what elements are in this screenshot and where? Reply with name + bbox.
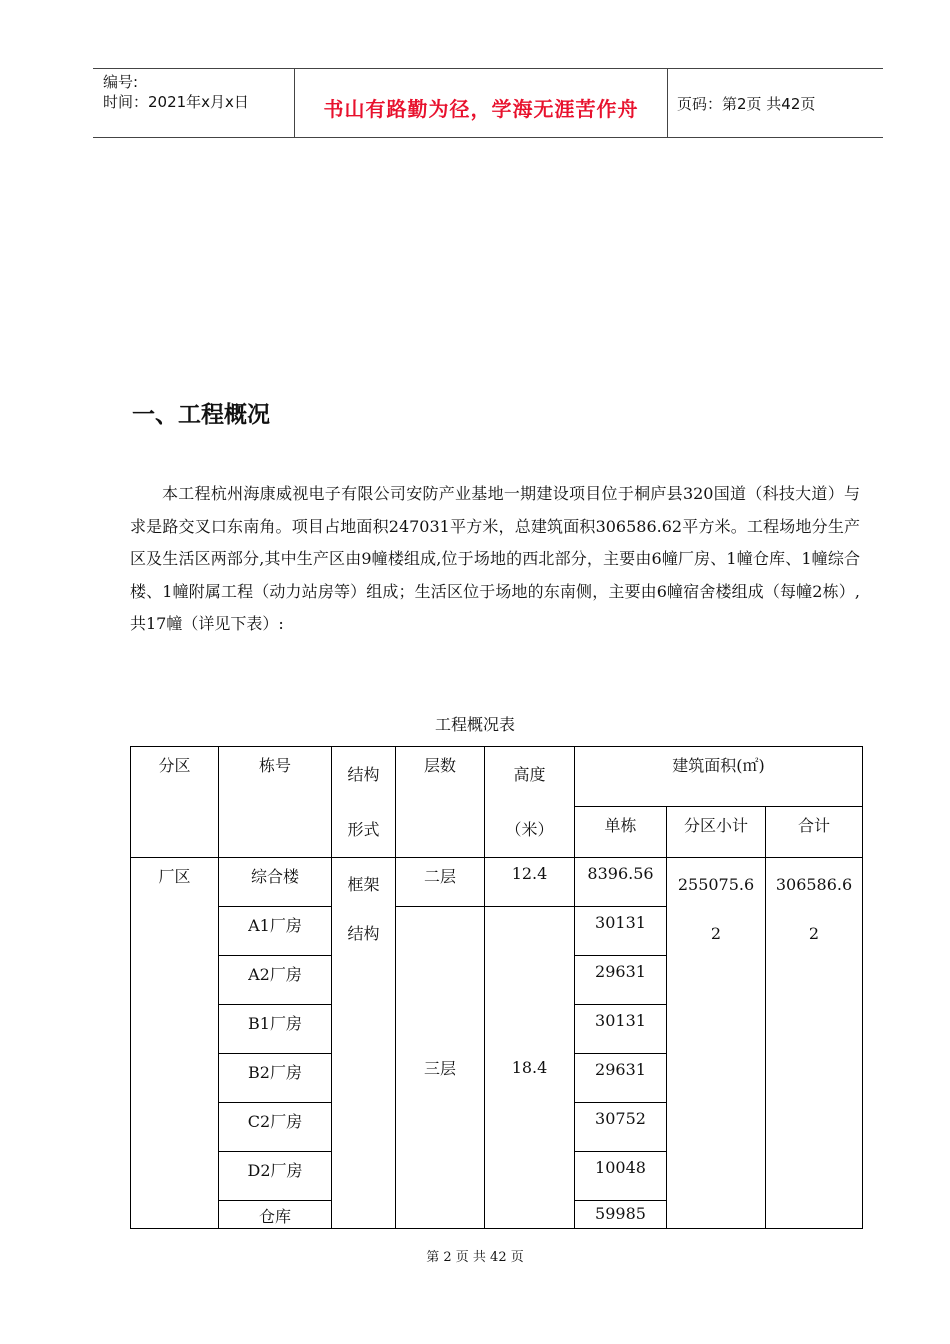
header-height-line2: （米） (505, 820, 554, 839)
header-structure-line1: 结构 (347, 765, 380, 784)
building-cell: 仓库 (219, 1201, 332, 1229)
area-cell: 10048 (575, 1152, 667, 1201)
page-footer: 第 2 页 共 42 页 (426, 1250, 524, 1265)
area-cell: 29631 (575, 1054, 667, 1103)
area-cell: 8396.56 (575, 858, 667, 907)
total-cell (766, 858, 863, 1229)
floors-cell: 二层 (396, 858, 485, 907)
serial-number-label: 编号: (103, 73, 139, 91)
height-cell: 12.4 (485, 858, 575, 907)
header-height (485, 747, 575, 858)
floors-cell: 三层 (396, 907, 485, 1229)
structure-line2: 结构 (347, 924, 380, 943)
header-motto-cell (294, 69, 668, 137)
header-building: 栋号 (219, 747, 332, 858)
building-cell: D2厂房 (219, 1152, 332, 1201)
total-line2: 2 (808, 924, 820, 943)
header-area: 建筑面积(㎡) (575, 747, 863, 807)
header-zone: 分区 (131, 747, 219, 858)
page-number-label: 页码：第2页 共42页 (677, 95, 816, 113)
building-cell: B1厂房 (219, 1005, 332, 1054)
total-line1: 306586.6 (775, 875, 853, 894)
time-label: 时间：2021年x月x日 (103, 93, 249, 111)
header-meta-cell (93, 69, 294, 137)
project-overview-table (130, 746, 863, 1229)
document-header (93, 68, 883, 138)
table-row (131, 858, 863, 907)
motto-text: 书山有路勤为径，学海无涯苦作舟 (323, 97, 639, 121)
height-cell: 18.4 (485, 907, 575, 1229)
subtotal-line2: 2 (710, 924, 722, 943)
header-total: 合计 (766, 806, 863, 857)
header-floors: 层数 (396, 747, 485, 858)
area-cell: 59985 (575, 1201, 667, 1229)
building-cell: 综合楼 (219, 858, 332, 907)
header-subtotal: 分区小计 (667, 806, 766, 857)
area-cell: 30131 (575, 907, 667, 956)
area-cell: 30752 (575, 1103, 667, 1152)
table-header-row (131, 747, 863, 807)
building-cell: A2厂房 (219, 956, 332, 1005)
header-page-cell (667, 69, 883, 137)
header-structure (332, 747, 396, 858)
building-cell: A1厂房 (219, 907, 332, 956)
building-cell: C2厂房 (219, 1103, 332, 1152)
subtotal-cell (667, 858, 766, 1229)
structure-line1: 框架 (347, 875, 380, 894)
zone-cell: 厂区 (131, 858, 219, 1229)
building-cell: B2厂房 (219, 1054, 332, 1103)
header-single: 单栋 (575, 806, 667, 857)
area-cell: 30131 (575, 1005, 667, 1054)
area-cell: 29631 (575, 956, 667, 1005)
header-height-line1: 高度 (513, 765, 546, 784)
overview-paragraph: 本工程杭州海康威视电子有限公司安防产业基地一期建设项目位于桐庐县320国道（科技大道）与求是路交叉口东南角。项目占地面积247031平方米，总建筑面积306586.62平方米。工程场地分生产区及生活区两部分,其中生产区由9幢楼组成,位于场地的西北部分，主要由6幢厂房、1幢仓库、1幢综合楼、1幢附属工程（动力站房等）组成；生活区位于场地的东南侧，主要由6幢宿舍楼组成（每幢2栋）,共17幢（详见下表）: (130, 484, 860, 634)
table-caption: 工程概况表 (434, 715, 515, 734)
section-heading: 一、工程概况 (132, 402, 270, 428)
header-structure-line2: 形式 (347, 820, 380, 839)
subtotal-line1: 255075.6 (677, 875, 755, 894)
structure-cell (332, 858, 396, 1229)
